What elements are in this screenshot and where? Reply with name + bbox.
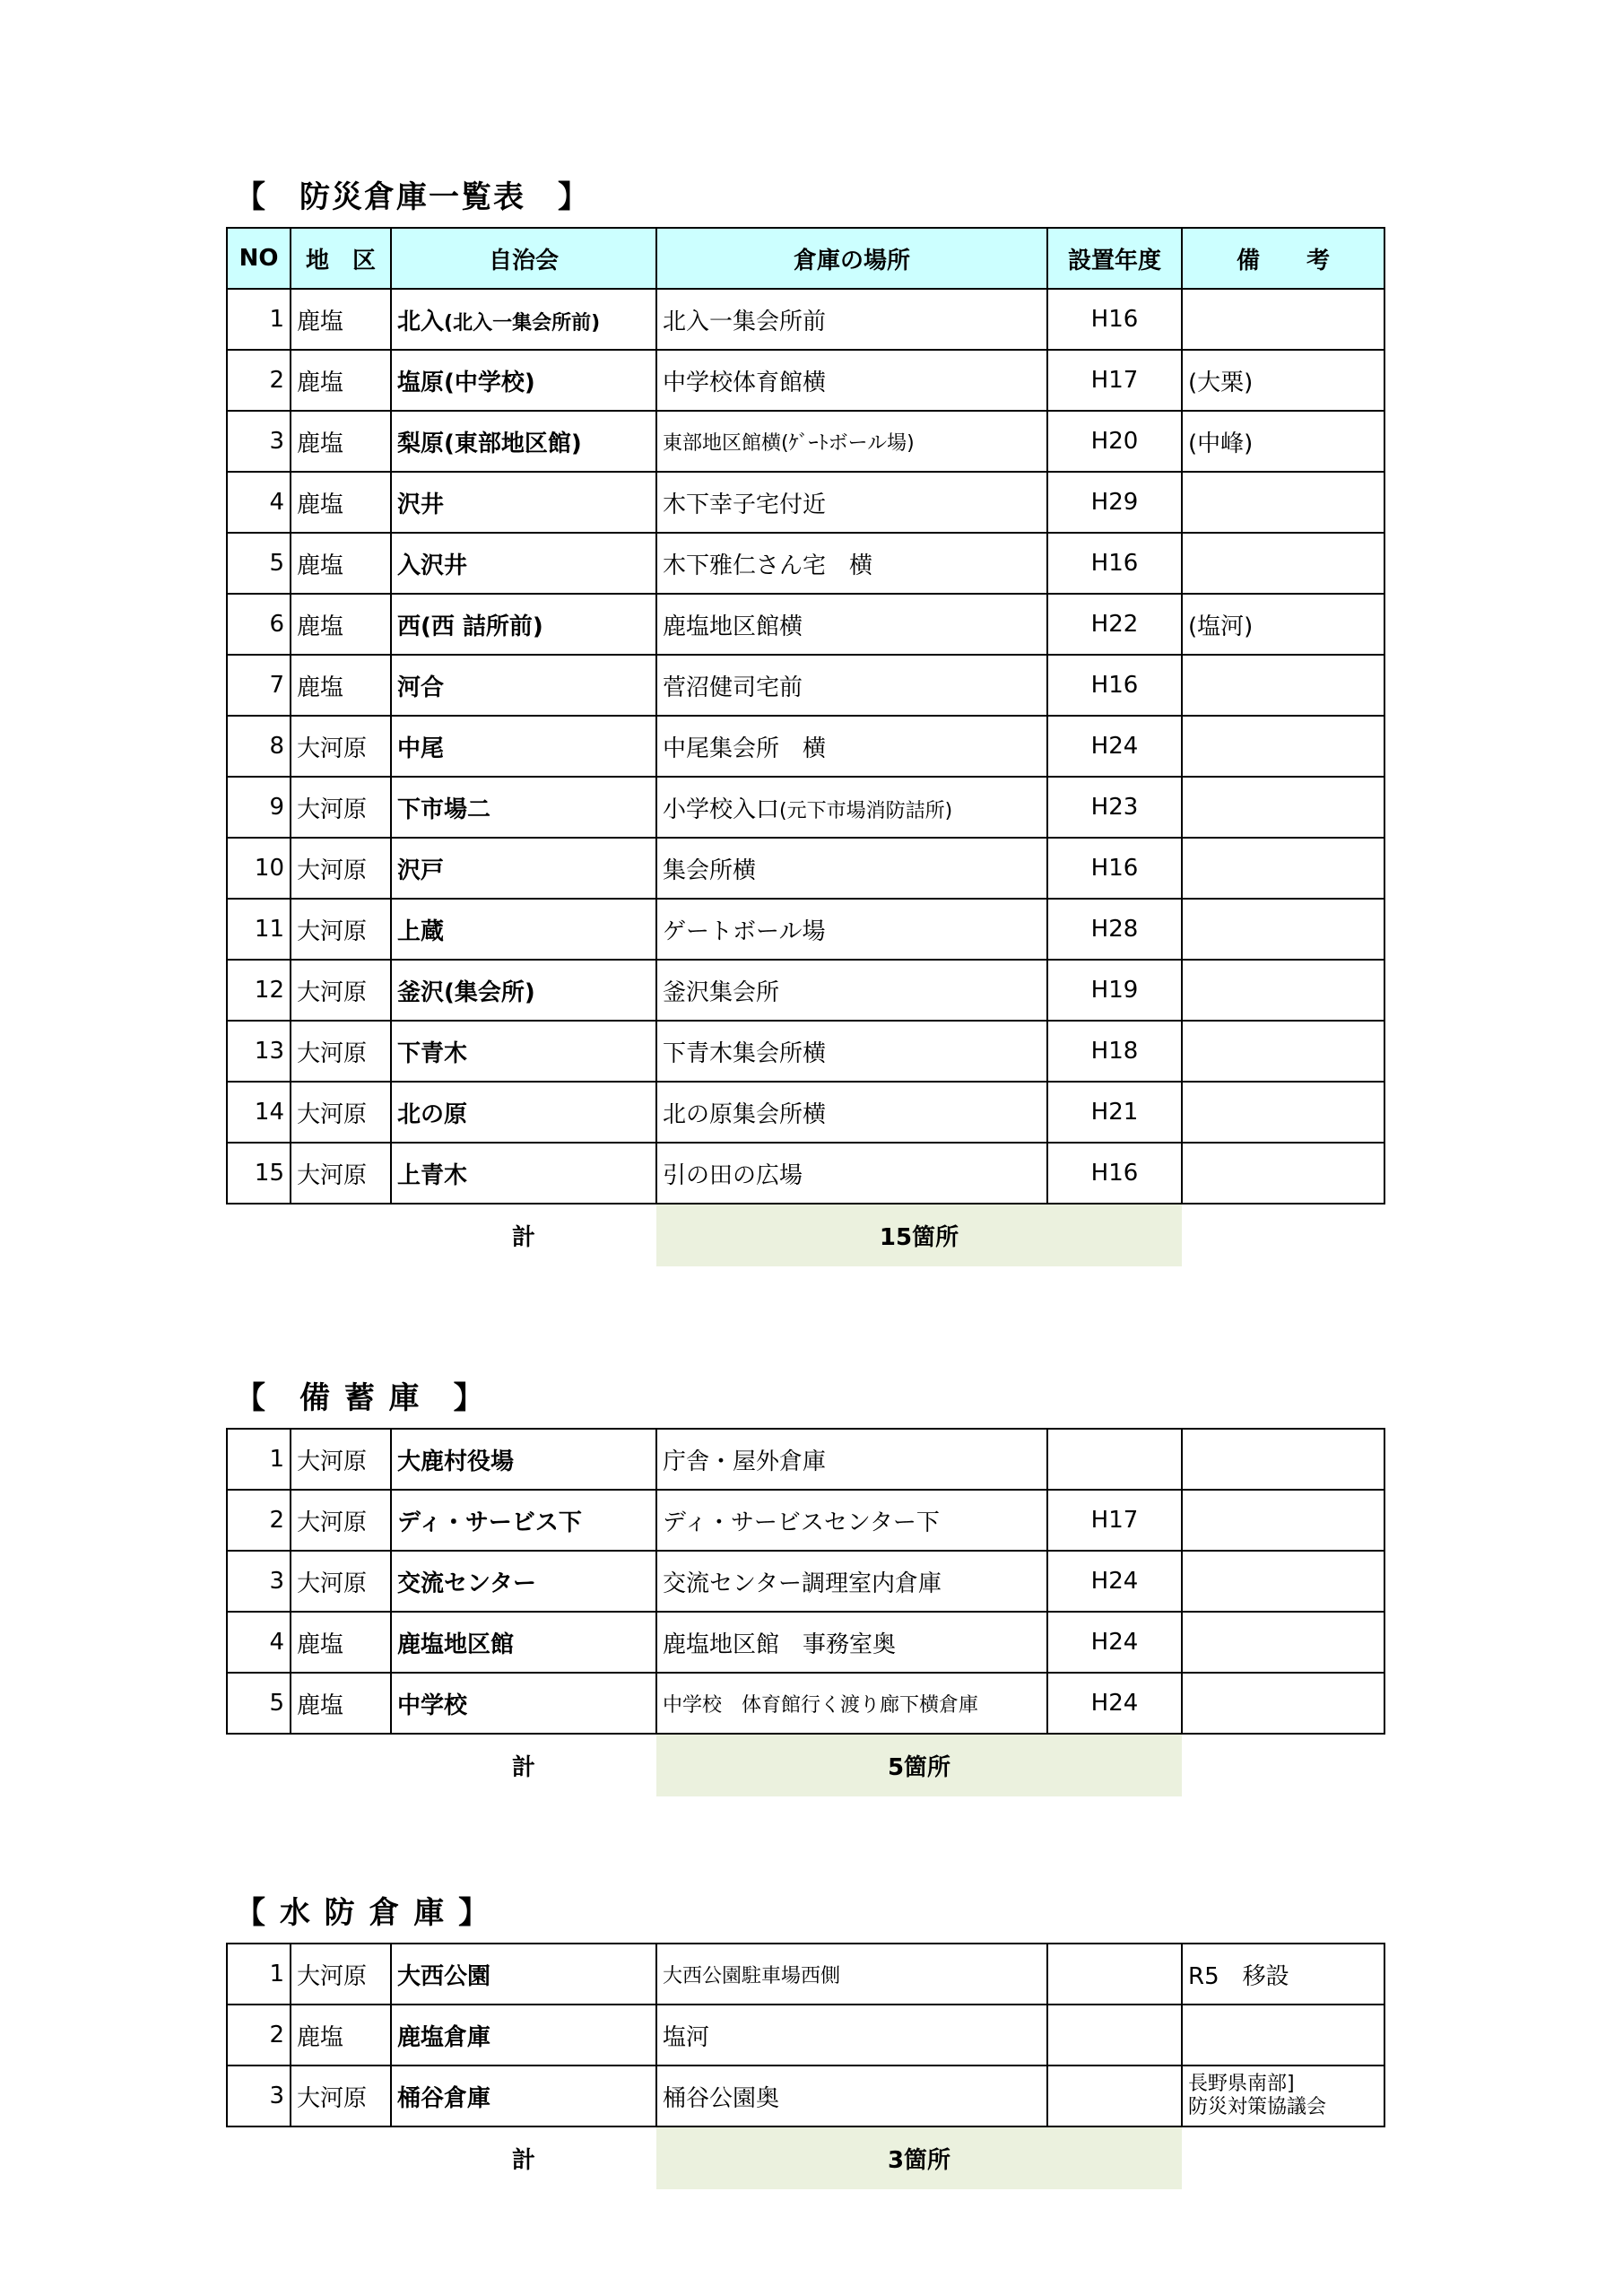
note-text: (大栗) bbox=[1188, 369, 1254, 396]
row-year: H23 bbox=[1047, 777, 1182, 838]
association-name: 北入 bbox=[397, 308, 445, 335]
association-name: 下青木 bbox=[397, 1039, 468, 1067]
association-name: 中学校 bbox=[397, 1692, 468, 1719]
table-row bbox=[227, 1551, 1384, 1612]
row-location bbox=[656, 960, 1047, 1021]
header-location: 倉庫の場所 bbox=[656, 228, 1047, 289]
total-spacer bbox=[291, 2126, 391, 2189]
location-text: 小学校入口 bbox=[663, 796, 780, 823]
row-note bbox=[1182, 777, 1384, 838]
table-row bbox=[227, 411, 1384, 472]
table-row bbox=[227, 838, 1384, 899]
row-association bbox=[391, 899, 656, 960]
row-note bbox=[1182, 838, 1384, 899]
section2-title: 【 備 蓄 庫 】 bbox=[235, 1380, 486, 1416]
row-location bbox=[656, 350, 1047, 411]
row-year: H19 bbox=[1047, 960, 1182, 1021]
location-text: 釜沢集会所 bbox=[663, 978, 780, 1006]
row-number: 6 bbox=[227, 594, 291, 655]
association-name: 鹿塩倉庫 bbox=[397, 2023, 491, 2051]
table-row bbox=[227, 472, 1384, 533]
row-location bbox=[656, 1082, 1047, 1143]
total-label: 計 bbox=[511, 1754, 535, 1781]
row-year: H24 bbox=[1047, 1551, 1182, 1612]
total-label: 計 bbox=[511, 1224, 535, 1251]
row-association bbox=[391, 533, 656, 594]
table-row bbox=[227, 594, 1384, 655]
row-district: 大河原 bbox=[291, 1021, 391, 1082]
row-number: 2 bbox=[227, 2005, 291, 2066]
row-note bbox=[1182, 411, 1384, 472]
row-number: 15 bbox=[227, 1143, 291, 1204]
table-row bbox=[227, 2066, 1384, 2126]
row-note bbox=[1182, 472, 1384, 533]
row-location bbox=[656, 1490, 1047, 1551]
row-location bbox=[656, 777, 1047, 838]
row-district: 大河原 bbox=[291, 716, 391, 777]
row-year: H16 bbox=[1047, 838, 1182, 899]
row-number: 13 bbox=[227, 1021, 291, 1082]
row-district: 大河原 bbox=[291, 1490, 391, 1551]
note-text-line2: 防災対策協議会 bbox=[1188, 2096, 1327, 2118]
total-row bbox=[227, 1204, 1384, 1266]
location-text: 木下幸子宅付近 bbox=[663, 491, 827, 518]
association-name: 大西公園 bbox=[397, 1962, 491, 1990]
total-spacer bbox=[1182, 1734, 1384, 1796]
total-value: 5箇所 bbox=[656, 1734, 1182, 1796]
total-spacer bbox=[227, 1734, 291, 1796]
row-number: 8 bbox=[227, 716, 291, 777]
row-association bbox=[391, 1551, 656, 1612]
location-text: 集会所横 bbox=[663, 857, 757, 884]
total-row bbox=[227, 1734, 1384, 1796]
row-year: H22 bbox=[1047, 594, 1182, 655]
row-association bbox=[391, 411, 656, 472]
row-district: 大河原 bbox=[291, 960, 391, 1021]
total-spacer bbox=[1182, 1204, 1384, 1266]
row-district: 鹿塩 bbox=[291, 533, 391, 594]
row-association bbox=[391, 1429, 656, 1490]
row-note bbox=[1182, 716, 1384, 777]
total-value: 15箇所 bbox=[656, 1204, 1182, 1266]
table-row bbox=[227, 1612, 1384, 1673]
row-association bbox=[391, 1021, 656, 1082]
table-row bbox=[227, 2005, 1384, 2066]
table-row bbox=[227, 716, 1384, 777]
association-name: 交流センター bbox=[397, 1570, 536, 1597]
table-header-row bbox=[227, 228, 1384, 289]
row-note bbox=[1182, 1082, 1384, 1143]
row-year bbox=[1047, 2005, 1182, 2066]
row-location bbox=[656, 1673, 1047, 1734]
row-note bbox=[1182, 2066, 1384, 2126]
stockpile-table bbox=[226, 1428, 1385, 1796]
row-association bbox=[391, 2005, 656, 2066]
row-note bbox=[1182, 594, 1384, 655]
row-year: H17 bbox=[1047, 350, 1182, 411]
row-number: 2 bbox=[227, 350, 291, 411]
section1-title: 【 防災倉庫一覧表 】 bbox=[235, 179, 590, 215]
row-association bbox=[391, 655, 656, 716]
row-note bbox=[1182, 1429, 1384, 1490]
location-text: 庁舎・屋外倉庫 bbox=[663, 1448, 827, 1475]
row-district: 大河原 bbox=[291, 899, 391, 960]
row-year: H16 bbox=[1047, 655, 1182, 716]
row-year: H24 bbox=[1047, 716, 1182, 777]
total-spacer bbox=[291, 1734, 391, 1796]
total-spacer bbox=[1182, 2126, 1384, 2189]
header-note: 備 考 bbox=[1182, 228, 1384, 289]
location-text: 引の田の広場 bbox=[663, 1161, 803, 1189]
location-text: 鹿塩地区館 事務室奥 bbox=[663, 1631, 897, 1658]
row-location bbox=[656, 838, 1047, 899]
table-row bbox=[227, 1673, 1384, 1734]
location-text: 大西公園駐車場西側 bbox=[663, 1964, 841, 1987]
row-association bbox=[391, 716, 656, 777]
location-text: 北入一集会所前 bbox=[663, 308, 827, 335]
location-text: 菅沼健司宅前 bbox=[663, 674, 803, 701]
row-note bbox=[1182, 1551, 1384, 1612]
row-year: H17 bbox=[1047, 1490, 1182, 1551]
section3-title: 【 水 防 倉 庫 】 bbox=[235, 1895, 491, 1931]
association-name: 上青木 bbox=[397, 1161, 468, 1189]
row-note bbox=[1182, 533, 1384, 594]
row-district: 大河原 bbox=[291, 838, 391, 899]
row-location bbox=[656, 533, 1047, 594]
row-district: 大河原 bbox=[291, 777, 391, 838]
association-name: 釜沢(集会所) bbox=[397, 978, 535, 1006]
row-location bbox=[656, 2066, 1047, 2126]
association-name: 大鹿村役場 bbox=[397, 1448, 515, 1475]
row-association bbox=[391, 838, 656, 899]
row-year bbox=[1047, 1429, 1182, 1490]
association-subtext: (北入一集会所前) bbox=[444, 311, 601, 335]
row-district: 鹿塩 bbox=[291, 472, 391, 533]
row-note bbox=[1182, 289, 1384, 350]
table-row bbox=[227, 1143, 1384, 1204]
row-number: 3 bbox=[227, 2066, 291, 2126]
total-value: 3箇所 bbox=[656, 2126, 1182, 2189]
table-row bbox=[227, 1082, 1384, 1143]
row-number: 5 bbox=[227, 1673, 291, 1734]
row-location bbox=[656, 411, 1047, 472]
note-text: (中峰) bbox=[1188, 430, 1254, 457]
row-location bbox=[656, 1021, 1047, 1082]
total-label: 計 bbox=[511, 2147, 535, 2174]
row-location bbox=[656, 1551, 1047, 1612]
row-location bbox=[656, 899, 1047, 960]
row-association bbox=[391, 777, 656, 838]
total-spacer bbox=[227, 1204, 291, 1266]
row-association bbox=[391, 960, 656, 1021]
row-location bbox=[656, 289, 1047, 350]
location-text: 塩河 bbox=[663, 2023, 710, 2051]
location-text: 桶谷公園奥 bbox=[663, 2084, 780, 2112]
row-note bbox=[1182, 350, 1384, 411]
row-note bbox=[1182, 899, 1384, 960]
table-row bbox=[227, 960, 1384, 1021]
row-number: 12 bbox=[227, 960, 291, 1021]
row-year: H16 bbox=[1047, 1143, 1182, 1204]
row-location bbox=[656, 594, 1047, 655]
table-row bbox=[227, 777, 1384, 838]
location-subtext: (元下市場消防詰所) bbox=[779, 799, 953, 822]
row-year: H20 bbox=[1047, 411, 1182, 472]
row-location bbox=[656, 1429, 1047, 1490]
association-name: 下市場二 bbox=[397, 796, 491, 823]
location-text: 下青木集会所横 bbox=[663, 1039, 827, 1067]
row-note bbox=[1182, 960, 1384, 1021]
association-name: 入沢井 bbox=[397, 552, 468, 579]
row-association bbox=[391, 289, 656, 350]
header-district: 地 区 bbox=[291, 228, 391, 289]
total-spacer bbox=[227, 2126, 291, 2189]
location-text: ゲートボール場 bbox=[663, 918, 826, 945]
flood-storage-table bbox=[226, 1943, 1385, 2189]
table-row bbox=[227, 350, 1384, 411]
association-name: 中尾 bbox=[397, 735, 445, 762]
location-text: 中学校体育館横 bbox=[663, 369, 827, 396]
row-association bbox=[391, 2066, 656, 2126]
association-name: 河合 bbox=[397, 674, 445, 701]
header-association: 自治会 bbox=[391, 228, 656, 289]
location-text: 中学校 体育館行く渡り廊下横倉庫 bbox=[663, 1693, 979, 1717]
row-number: 11 bbox=[227, 899, 291, 960]
header-year: 設置年度 bbox=[1047, 228, 1182, 289]
row-district: 大河原 bbox=[291, 1551, 391, 1612]
row-number: 1 bbox=[227, 1944, 291, 2005]
row-association bbox=[391, 1082, 656, 1143]
row-location bbox=[656, 1612, 1047, 1673]
row-note bbox=[1182, 1944, 1384, 2005]
association-name: ディ・サービス下 bbox=[397, 1509, 582, 1536]
row-note bbox=[1182, 1143, 1384, 1204]
row-year: H24 bbox=[1047, 1612, 1182, 1673]
table-row bbox=[227, 1490, 1384, 1551]
row-year: H29 bbox=[1047, 472, 1182, 533]
row-year bbox=[1047, 2066, 1182, 2126]
location-text: 東部地区館横(ｹﾞｰﾄボール場) bbox=[663, 431, 915, 455]
row-district: 大河原 bbox=[291, 1143, 391, 1204]
association-name: 梨原(東部地区館) bbox=[397, 430, 582, 457]
total-row bbox=[227, 2126, 1384, 2189]
row-number: 9 bbox=[227, 777, 291, 838]
row-district: 鹿塩 bbox=[291, 655, 391, 716]
row-association bbox=[391, 1612, 656, 1673]
row-number: 2 bbox=[227, 1490, 291, 1551]
association-name: 沢井 bbox=[397, 491, 445, 518]
row-note bbox=[1182, 1490, 1384, 1551]
header-no: NO bbox=[227, 228, 291, 289]
location-text: 中尾集会所 横 bbox=[663, 735, 827, 762]
row-district: 鹿塩 bbox=[291, 411, 391, 472]
association-name: 沢戸 bbox=[397, 857, 445, 884]
row-association bbox=[391, 350, 656, 411]
row-number: 1 bbox=[227, 1429, 291, 1490]
row-note bbox=[1182, 1612, 1384, 1673]
row-district: 鹿塩 bbox=[291, 2005, 391, 2066]
row-location bbox=[656, 1143, 1047, 1204]
row-number: 4 bbox=[227, 1612, 291, 1673]
location-text: 北の原集会所横 bbox=[663, 1100, 827, 1128]
row-association bbox=[391, 594, 656, 655]
row-number: 3 bbox=[227, 1551, 291, 1612]
row-year bbox=[1047, 1944, 1182, 2005]
row-district: 大河原 bbox=[291, 1429, 391, 1490]
storage-table bbox=[226, 227, 1385, 1266]
row-note bbox=[1182, 655, 1384, 716]
row-district: 大河原 bbox=[291, 2066, 391, 2126]
table-row bbox=[227, 1944, 1384, 2005]
row-district: 大河原 bbox=[291, 1944, 391, 2005]
row-location bbox=[656, 472, 1047, 533]
total-spacer bbox=[291, 1204, 391, 1266]
association-name: 鹿塩地区館 bbox=[397, 1631, 515, 1658]
association-name: 桶谷倉庫 bbox=[397, 2084, 491, 2112]
row-year: H18 bbox=[1047, 1021, 1182, 1082]
row-year: H28 bbox=[1047, 899, 1182, 960]
row-year: H24 bbox=[1047, 1673, 1182, 1734]
row-number: 1 bbox=[227, 289, 291, 350]
row-district: 鹿塩 bbox=[291, 289, 391, 350]
association-name: 北の原 bbox=[397, 1100, 468, 1128]
row-district: 鹿塩 bbox=[291, 1612, 391, 1673]
row-year: H16 bbox=[1047, 289, 1182, 350]
association-name: 上蔵 bbox=[397, 918, 445, 945]
row-number: 4 bbox=[227, 472, 291, 533]
row-number: 3 bbox=[227, 411, 291, 472]
table-row bbox=[227, 1429, 1384, 1490]
location-text: 木下雅仁さん宅 横 bbox=[663, 552, 873, 579]
note-text: 長野県南部] bbox=[1188, 2073, 1295, 2095]
table-row bbox=[227, 289, 1384, 350]
location-text: 交流センター調理室内倉庫 bbox=[663, 1570, 942, 1597]
note-text: R5 移設 bbox=[1188, 1962, 1289, 1990]
row-association bbox=[391, 1143, 656, 1204]
row-year: H16 bbox=[1047, 533, 1182, 594]
row-location bbox=[656, 655, 1047, 716]
row-association bbox=[391, 1673, 656, 1734]
row-association bbox=[391, 472, 656, 533]
row-number: 5 bbox=[227, 533, 291, 594]
row-note bbox=[1182, 1021, 1384, 1082]
row-number: 14 bbox=[227, 1082, 291, 1143]
row-district: 鹿塩 bbox=[291, 594, 391, 655]
table-row bbox=[227, 533, 1384, 594]
association-name: 塩原(中学校) bbox=[397, 369, 535, 396]
row-location bbox=[656, 1944, 1047, 2005]
row-number: 10 bbox=[227, 838, 291, 899]
row-note bbox=[1182, 2005, 1384, 2066]
row-association bbox=[391, 1944, 656, 2005]
row-note bbox=[1182, 1673, 1384, 1734]
association-name: 西(西 詰所前) bbox=[397, 613, 543, 640]
row-location bbox=[656, 2005, 1047, 2066]
row-association bbox=[391, 1490, 656, 1551]
row-district: 鹿塩 bbox=[291, 1673, 391, 1734]
row-district: 鹿塩 bbox=[291, 350, 391, 411]
location-text: 鹿塩地区館横 bbox=[663, 613, 803, 640]
table-row bbox=[227, 1021, 1384, 1082]
row-location bbox=[656, 716, 1047, 777]
row-year: H21 bbox=[1047, 1082, 1182, 1143]
table-row bbox=[227, 899, 1384, 960]
location-text: ディ・サービスセンター下 bbox=[663, 1509, 940, 1536]
table-row bbox=[227, 655, 1384, 716]
row-number: 7 bbox=[227, 655, 291, 716]
note-text: (塩河) bbox=[1188, 613, 1254, 640]
row-district: 大河原 bbox=[291, 1082, 391, 1143]
